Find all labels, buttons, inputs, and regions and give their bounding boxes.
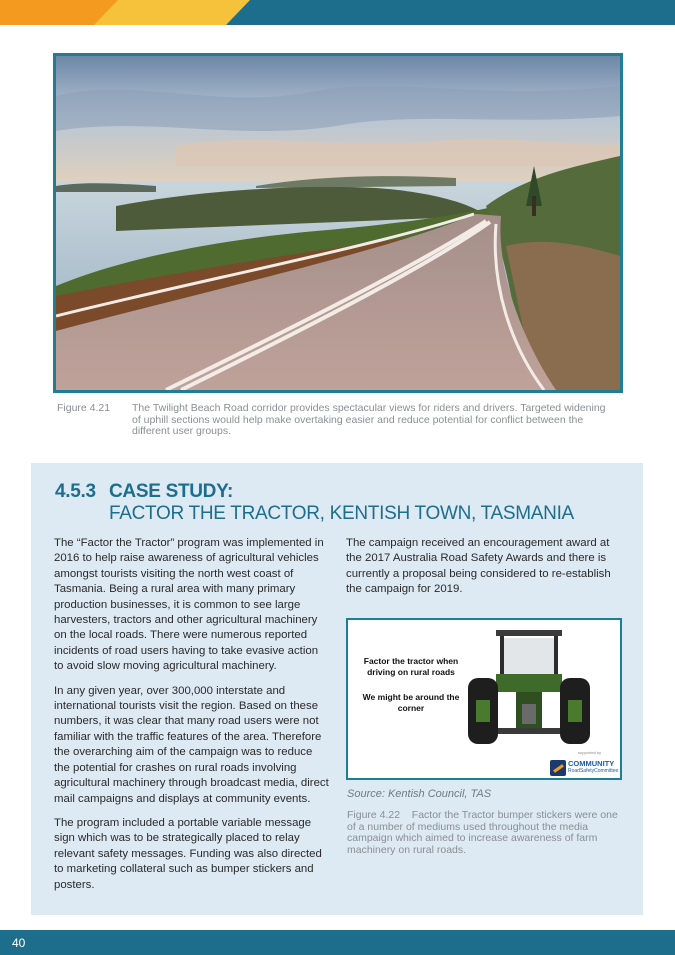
case-study-title: FACTOR THE TRACTOR, KENTISH TOWN, TASMANIA xyxy=(109,503,574,524)
footer-bar xyxy=(0,930,675,955)
case-study-label: CASE STUDY: xyxy=(109,481,234,502)
road-logo-icon xyxy=(550,760,566,776)
sticker-line-2: We might be around the corner xyxy=(362,692,460,713)
paragraph: The campaign received an encouragement award at the 2017 Australia Road Safety Awards and there is currently a proposal being considered to re-establish the campaign for 2019. xyxy=(346,537,611,596)
figure-number: Figure 4.21 xyxy=(57,402,111,414)
bumper-sticker-image xyxy=(346,618,622,780)
case-study-heading xyxy=(55,481,233,503)
community-road-safety-logo xyxy=(548,750,620,778)
image-source: Source: Kentish Council, TAS xyxy=(347,788,492,800)
page-number: 40 xyxy=(12,936,26,950)
header-decor-bar xyxy=(0,0,675,25)
section-number: 4.5.3 xyxy=(55,481,96,502)
logo-rsc: RoadSafetyCommittee xyxy=(568,768,619,774)
left-column xyxy=(54,536,330,902)
paragraph: The “Factor the Tractor” program was implemented in 2016 to help raise awareness of agricultural vehicles amongst tourists visiting the north west coast of Tasmania. Being a rural area with many primary production businesses, it is common to see large harvesters, tractors and other agricultural machinery on the local roads. There were numerous reported incidents of road users having to take evasive action to avoid slow moving agricultural machinery. xyxy=(54,537,324,673)
figure-text: The Twilight Beach Road corridor provides spectacular views for riders and drivers. Targeted widening of uphill sections would help make overtaking easier and reduce potential for conflict between the different user groups. xyxy=(132,402,606,437)
paragraph: In any given year, over 300,000 interstate and international tourists visit the region. Based on these numbers, it was clear that many road users were not familiar with the traffic features of the area. Therefore the overarching aim of the campaign was to reduce the potential for crashes on rural roads involving agricultural machinery through broadcast media, direct mail campaigns and displays at community events. xyxy=(54,684,329,805)
paragraph: The program included a portable variable message sign which was to be strategically placed to relay relevant safety messages. Funding was also directed to marketing collateral such as bumper stickers and posters. xyxy=(54,816,322,891)
coastal-road-photo xyxy=(53,53,623,393)
tractor-icon xyxy=(466,628,592,754)
right-column xyxy=(346,536,622,607)
figure-4-22-caption xyxy=(347,810,627,856)
sticker-line-1: Factor the tractor when driving on rural roads xyxy=(363,656,459,677)
logo-community: COMMUNITY xyxy=(568,759,615,768)
figure-number: Figure 4.22 xyxy=(347,809,401,821)
figure-text: Factor the Tractor bumper stickers were one of a number of mediums used throughout the media campaign which aimed to increase awareness of farm machinery on rural roads. xyxy=(347,809,618,856)
supported-by: supported by xyxy=(578,750,602,755)
